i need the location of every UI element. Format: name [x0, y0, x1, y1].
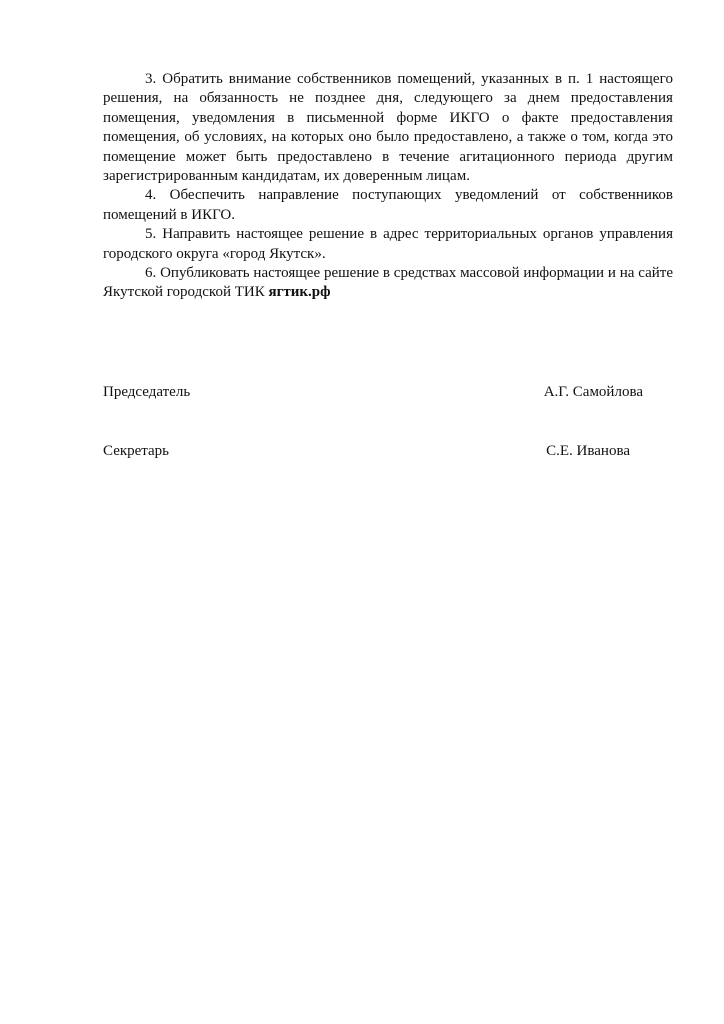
- paragraph-5: 5. Направить настоящее решение в адрес территориальных органов управления городского округа «город Якутск».: [103, 226, 673, 262]
- paragraph-4: 4. Обеспечить направление поступающих уведомлений от собственников помещений в ИКГО.: [103, 187, 673, 223]
- chair-role: Председатель: [103, 384, 191, 400]
- secretary-role: Секретарь: [103, 443, 170, 459]
- chair-name: А.Г. Самойлова: [543, 384, 643, 400]
- secretary-name: С.Е. Иванова: [546, 443, 630, 459]
- paragraph-3: 3. Обратить внимание собственников помещений, указанных в п. 1 настоящего решения, на обязанность не позднее дня, следующего за днем предоставления помещения, уведомления в письменной форме ИКГО о факте предоставления помещения, об условиях, на которых оно было предоставлено, а также о том, когда это помещение может быть предоставлено в течение агитационного периода другим зарегистрированным кандидатам, их доверенным лицам.: [103, 71, 673, 185]
- paragraph-6-text: 6. Опубликовать настоящее решение в средствах массовой информации и на сайте Якутской городской ТИК: [103, 265, 673, 301]
- paragraph-6: [103, 264, 673, 303]
- decision-text: [103, 70, 673, 303]
- site-link: ягтик.рф: [268, 284, 331, 301]
